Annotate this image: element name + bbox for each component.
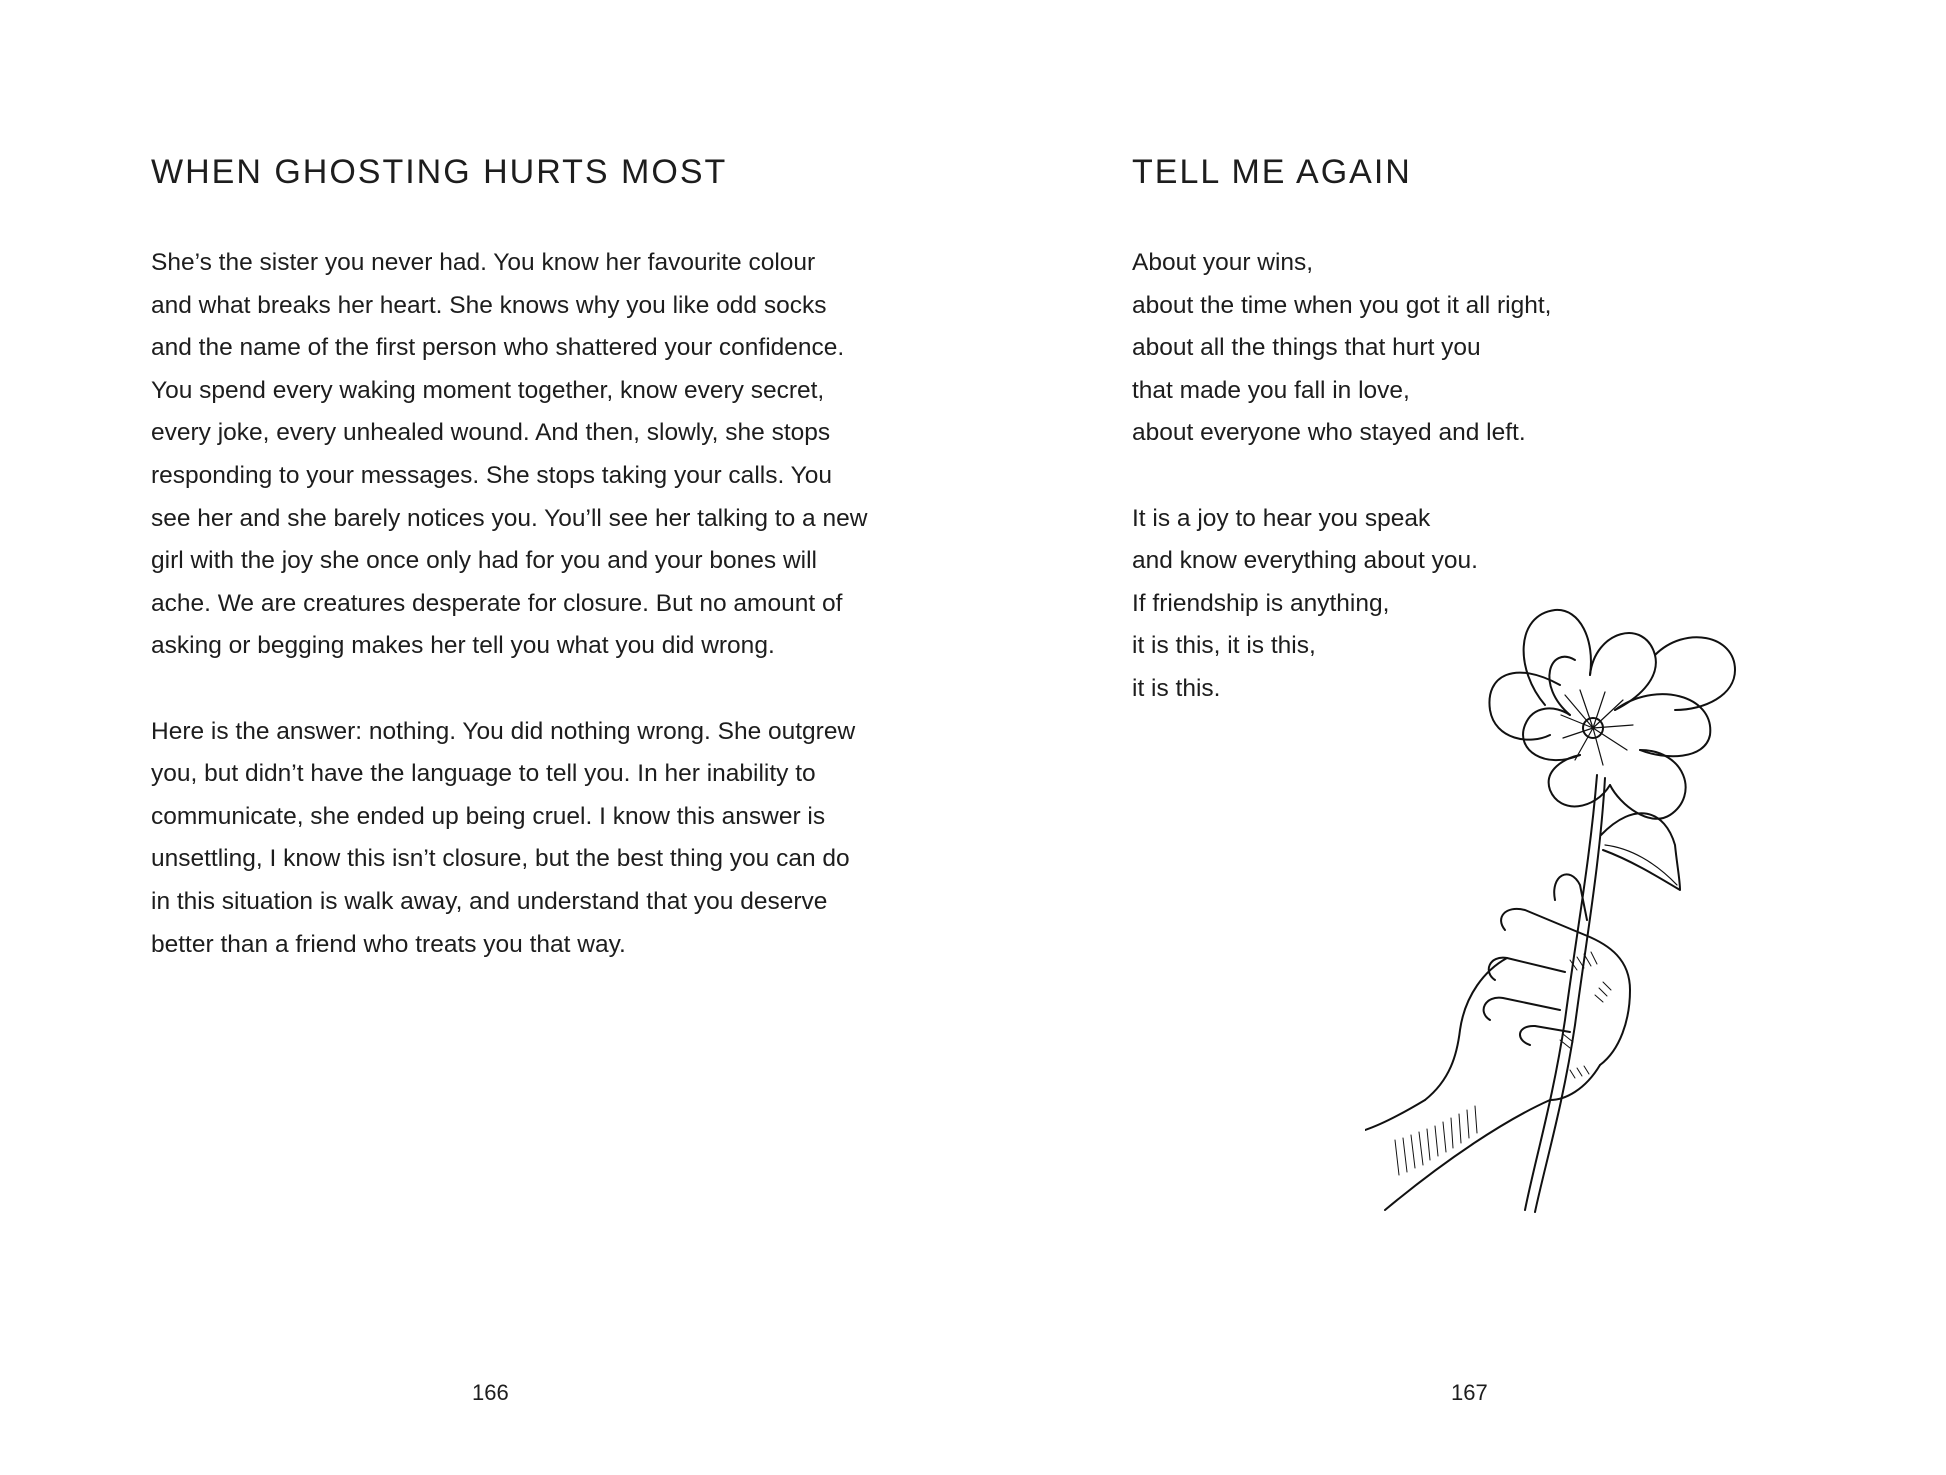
body-line: asking or begging makes her tell you what you did wrong. — [151, 632, 775, 660]
body-line: girl with the joy she once only had for you and your bones will — [151, 547, 817, 575]
body-line: communicate, she ended up being cruel. I know this answer is — [151, 802, 826, 830]
body-line: unsettling, I know this isn’t closure, but the best thing you can do — [151, 845, 850, 873]
page-number-right: 167 — [1451, 1380, 1488, 1405]
poem-line: that made you fall in love, — [1132, 376, 1410, 404]
page-number-left: 166 — [472, 1380, 509, 1405]
body-line: She’s the sister you never had. You know her favourite colour — [151, 249, 816, 276]
body-line: and the name of the first person who shattered your confidence. — [151, 334, 845, 362]
hand-holding-flower-icon — [1365, 600, 1765, 1220]
body-line: You spend every waking moment together, know every secret, — [151, 376, 825, 404]
right-page — [973, 0, 1946, 1475]
body-line: better than a friend who treats you that way. — [151, 930, 626, 958]
body-line: every joke, every unhealed wound. And then, slowly, she stops — [151, 419, 831, 447]
right-page-title: TELL ME AGAIN — [1132, 153, 1412, 191]
poem-line: and know everything about you. — [1132, 547, 1478, 575]
poem-line: it is this. — [1132, 674, 1221, 702]
poem-line: about the time when you got it all right, — [1132, 291, 1552, 319]
poem-line: it is this, it is this, — [1132, 632, 1316, 660]
poem-line: about everyone who stayed and left. — [1132, 419, 1526, 447]
poem-line: About your wins, — [1132, 249, 1314, 276]
body-line: you, but didn’t have the language to tell you. In her inability to — [151, 760, 816, 788]
body-line: responding to your messages. She stops taking your calls. You — [151, 461, 832, 489]
body-line: ache. We are creatures desperate for closure. But no amount of — [151, 589, 843, 617]
poem-line: It is a joy to hear you speak — [1132, 504, 1431, 532]
stanza-gap — [1132, 455, 1551, 498]
left-page-body — [151, 242, 867, 966]
paragraph-gap — [151, 668, 867, 711]
body-line: in this situation is walk away, and understand that you deserve — [151, 887, 828, 915]
left-page-title: WHEN GHOSTING HURTS MOST — [151, 153, 728, 191]
body-line: and what breaks her heart. She knows why you like odd socks — [151, 291, 827, 319]
poem-line: about all the things that hurt you — [1132, 334, 1481, 362]
poem-line: If friendship is anything, — [1132, 589, 1390, 617]
body-line: Here is the answer: nothing. You did nothing wrong. She outgrew — [151, 717, 856, 745]
body-line: see her and she barely notices you. You’ll see her talking to a new — [151, 504, 868, 532]
